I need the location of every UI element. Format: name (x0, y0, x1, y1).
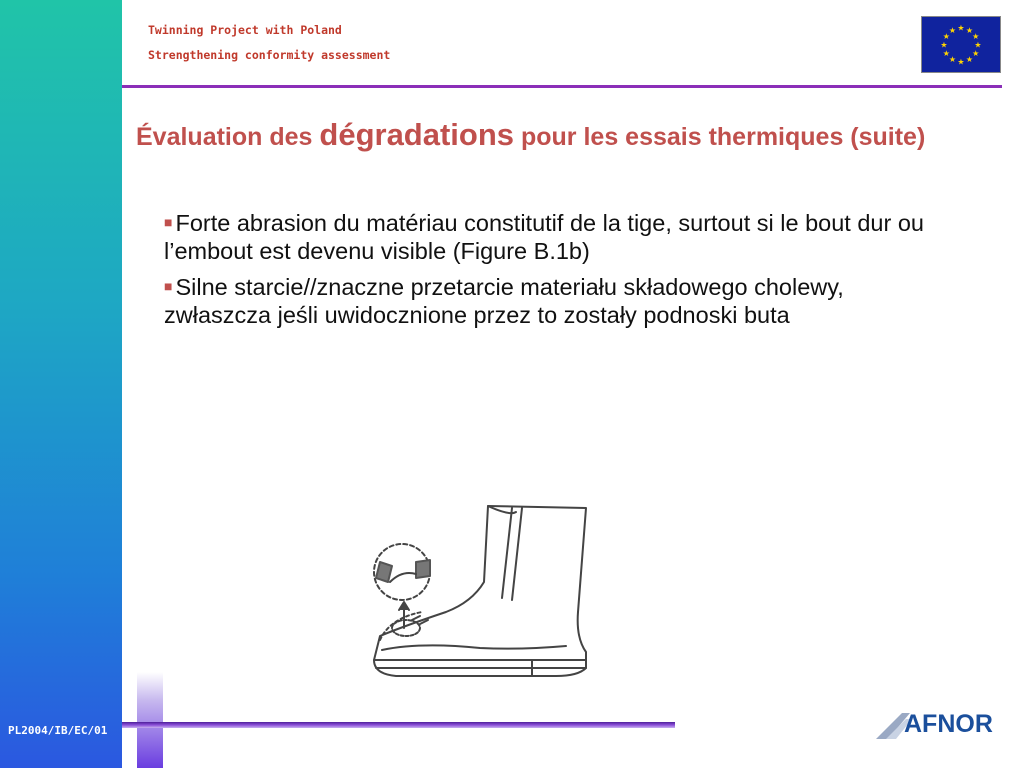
eu-star-icon: ★ (942, 49, 950, 58)
eu-star-icon: ★ (940, 40, 948, 50)
afnor-logo (872, 703, 1008, 743)
header-project-title: Twinning Project with Poland (148, 23, 342, 37)
eu-star-icon: ★ (972, 32, 980, 41)
left-gradient-band (0, 0, 122, 768)
boot-diagram-icon (360, 500, 600, 690)
bullet-text: Forte abrasion du matériau constitutif de la tige, surtout si le bout dur ou l’embout est devenu visible (Figure B.1b) (164, 210, 924, 264)
eu-star-icon: ★ (948, 25, 957, 35)
bullet-item (164, 272, 954, 329)
square-bullet-icon: ■ (164, 278, 173, 294)
eu-star-icon: ★ (948, 55, 957, 65)
slide-title (136, 112, 996, 160)
eu-star-icon: ★ (942, 32, 950, 41)
eu-star-icon: ★ (965, 25, 974, 35)
header-project-subtitle: Strengthening conformity assessment (148, 48, 391, 62)
footer-project-id: PL2004/IB/EC/01 (8, 724, 108, 737)
eu-star-icon: ★ (972, 49, 980, 58)
title-part-2: pour les essais thermiques (suite) (514, 123, 926, 151)
decorative-side-bar (137, 672, 163, 768)
eu-star-icon: ★ (957, 57, 965, 67)
footer-divider (122, 722, 675, 728)
bullet-text: Silne starcie//znaczne przetarcie materiału składowego cholewy, zwłaszcza jeśli uwidocznione przez to zostały podnoski buta (164, 274, 844, 328)
eu-flag-icon (921, 16, 1001, 73)
eu-star-icon: ★ (965, 55, 974, 65)
eu-star-icon: ★ (957, 23, 965, 33)
title-emphasis: dégradations (319, 117, 515, 152)
square-bullet-icon: ■ (164, 214, 173, 230)
bullet-list (164, 208, 954, 336)
title-part-1: Évaluation des (136, 123, 320, 151)
header-divider (122, 85, 1002, 88)
eu-star-icon: ★ (974, 40, 982, 50)
bullet-item (164, 208, 954, 265)
afnor-logo-text: AFNOR (904, 710, 993, 738)
